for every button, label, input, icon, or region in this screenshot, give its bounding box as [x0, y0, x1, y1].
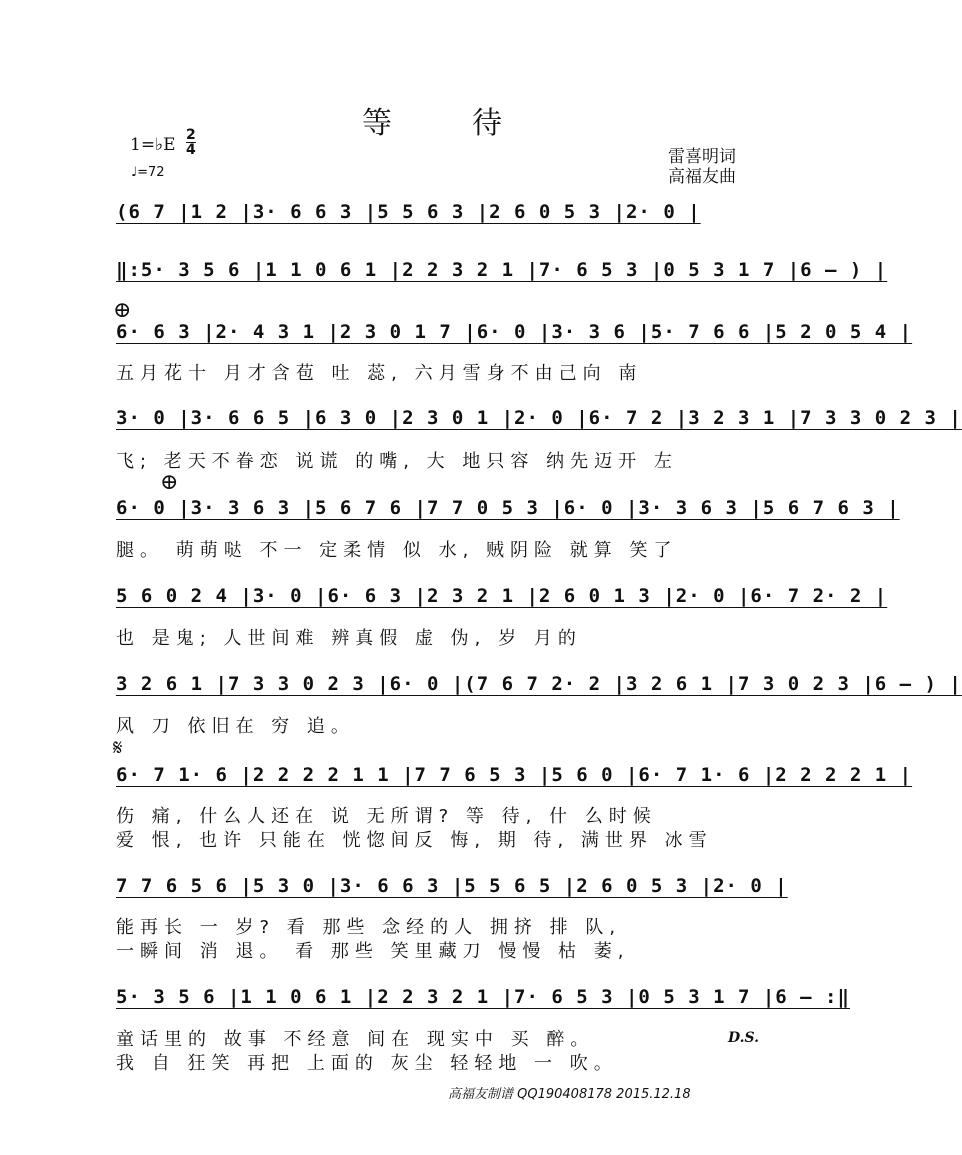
music-row-2: ‖:5· 3 5 6 |1 1 0 6 1 |2 2 3 2 1 |7· 6 5 3 |0 5 3 1 7 |6 – ) | — [116, 259, 888, 281]
title-char-2: 待 — [472, 106, 502, 141]
lyric-row-4: 也 是鬼; 人世间难 辨真假 虚 伪, 岁 月的 — [116, 628, 582, 649]
title-char-1: 等 — [362, 106, 392, 141]
music-row-1: (6 7 |1 2 |3· 6 6 3 |5 5 6 3 |2 6 0 5 3 |2· 0 | — [116, 201, 701, 223]
key-signature: 1=♭E — [130, 135, 176, 155]
time-signature-top: 2 — [186, 127, 196, 143]
lyric-row-2: 飞; 老天不眷恋 说谎 的嘴, 大 地只容 纳先迈开 左 — [116, 451, 678, 472]
music-row-9: 7 7 6 5 6 |5 3 0 |3· 6 6 3 |5 5 6 5 |2 6 0 5 3 |2· 0 | — [116, 875, 788, 897]
music-row-4: 3· 0 |3· 6 6 5 |6 3 0 |2 3 0 1 |2· 0 |6· 7 2 |3 2 3 1 |7 3 3 0 2 3 | — [116, 407, 962, 429]
tempo-marking: ♩=72 — [131, 165, 165, 180]
music-row-10: 5· 3 5 6 |1 1 0 6 1 |2 2 3 2 1 |7· 6 5 3 |0 5 3 1 7 |6 – :‖ — [116, 986, 850, 1008]
lyric-row-10: 童话里的 故事 不经意 间在 现实中 买 醉。 — [116, 1029, 595, 1050]
composer-credit: 高福友曲 — [668, 167, 736, 187]
lyric-row-8: 能再长 一 岁? 看 那些 念经的人 拥挤 排 队, — [116, 917, 622, 938]
lyric-row-1: 五月花十 月才含苞 吐 蕊, 六月雪身不由己向 南 — [116, 363, 643, 384]
music-row-8: 6· 7 1· 6 |2 2 2 2 1 1 |7 7 6 5 3 |5 6 0 |6· 7 1· 6 |2 2 2 2 1 | — [116, 764, 913, 786]
music-row-6: 5 6 0 2 4 |3· 0 |6· 6 3 |2 3 2 1 |2 6 0 1 3 |2· 0 |6· 7 2· 2 | — [116, 585, 888, 607]
lyric-row-7: 爱 恨, 也许 只能在 恍惚间反 悔, 期 待, 满世界 冰雪 — [116, 830, 713, 851]
lyric-row-3: 腿。 萌萌哒 不一 定柔情 似 水, 贼阴险 就算 笑了 — [116, 540, 678, 561]
lyric-row-5: 风 刀 依旧在 穷 追。 — [116, 716, 355, 737]
footer-credit: 高福友制谱 QQ190408178 2015.12.18 — [448, 1087, 691, 1102]
music-row-5: 6· 0 |3· 3 6 3 |5 6 7 6 |7 7 0 5 3 |6· 0 |3· 3 6 3 |5 6 7 6 3 | — [116, 497, 900, 519]
lyric-row-9: 一瞬间 消 退。 看 那些 笑里藏刀 慢慢 枯 萎, — [116, 941, 630, 962]
coda-sign-2: ⊕ — [160, 470, 179, 495]
dal-segno-marking: D.S. — [728, 1030, 760, 1046]
lyric-row-11: 我 自 狂笑 再把 上面的 灰尘 轻轻地 一 吹。 — [116, 1053, 618, 1074]
coda-sign: ⊕ — [113, 298, 132, 323]
lyricist-credit: 雷喜明词 — [668, 147, 736, 167]
time-signature-bottom: 4 — [186, 142, 196, 158]
lyric-row-6: 伤 痛, 什么人还在 说 无所谓? 等 待, 什 么时候 — [116, 806, 657, 827]
time-signature — [186, 128, 196, 157]
music-row-3: 6· 6 3 |2· 4 3 1 |2 3 0 1 7 |6· 0 |3· 3 6 |5· 7 6 6 |5 2 0 5 4 | — [116, 321, 913, 343]
music-row-7: 3 2 6 1 |7 3 3 0 2 3 |6· 0 |(7 6 7 2· 2 |3 2 6 1 |7 3 0 2 3 |6 – ) | — [116, 673, 962, 695]
segno-sign: 𝄋 — [113, 736, 123, 761]
